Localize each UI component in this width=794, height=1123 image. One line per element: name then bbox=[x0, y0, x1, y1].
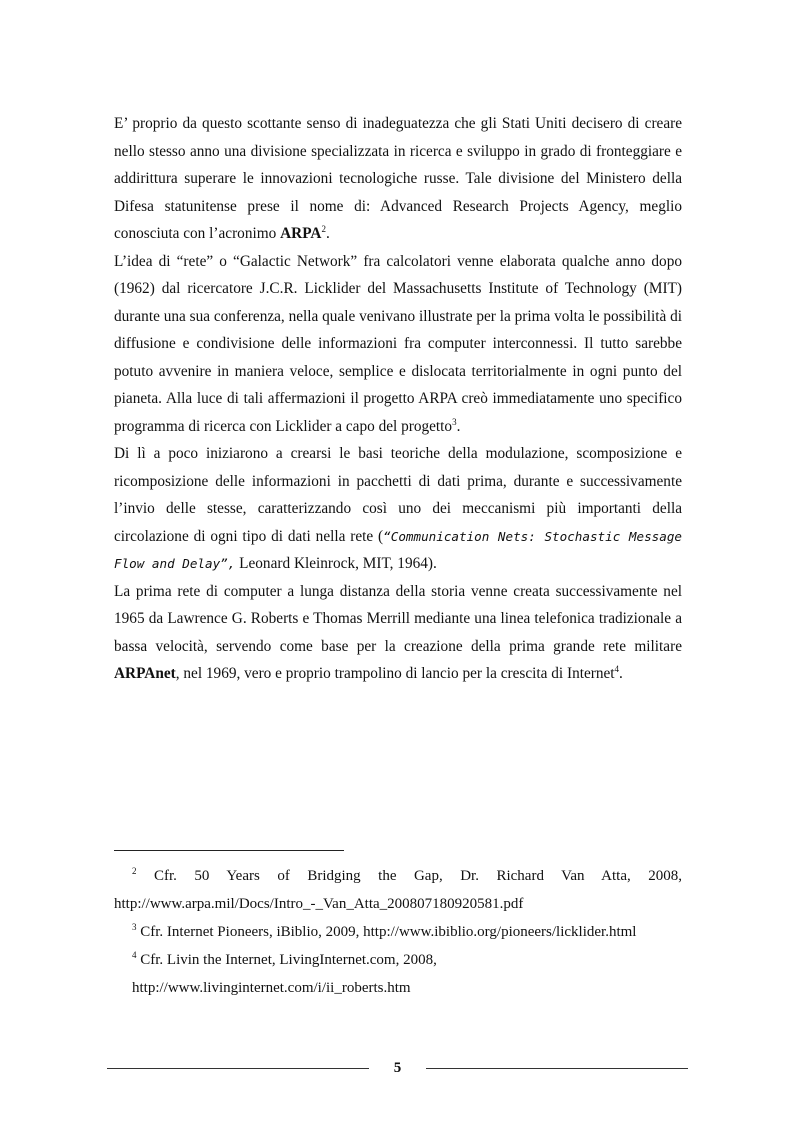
paragraph-text: Di lì a poco iniziarono a crearsi le basi teoriche della modulazione, scomposizione e ricomposizione delle informazioni in pacchetti di dati prima, durante e successivamente l’invio delle stesse, caratterizzando così uno dei meccanismi più importanti della circolazione di ogni tipo di dati nella rete ( bbox=[114, 445, 682, 545]
footnote-4-url: http://www.livinginternet.com/i/ii_roberts.htm bbox=[132, 980, 411, 996]
sentence-end: . bbox=[619, 665, 623, 682]
footnote-text: Cfr. 50 Years of Bridging the Gap, Dr. Richard Van Atta, 2008, http://www.arpa.mil/Docs/Intro_-_Van_Atta_200807180920581.pdf bbox=[114, 868, 682, 912]
footnote-3 bbox=[114, 918, 682, 946]
footnotes bbox=[114, 862, 682, 1002]
paragraph-galactic-network bbox=[114, 248, 682, 441]
footnote-text: Cfr. Livin the Internet, LivingInternet.com, 2008, bbox=[136, 952, 437, 968]
footnote-number: 4 bbox=[132, 950, 137, 960]
citation-source: Leonard Kleinrock, MIT, 1964). bbox=[235, 555, 437, 572]
footnote-2 bbox=[114, 862, 682, 918]
footnote-number: 2 bbox=[132, 866, 137, 876]
footnote-ref-2: 2 bbox=[321, 223, 326, 234]
footnote-separator bbox=[114, 850, 344, 851]
paragraph-text-continued: , nel 1969, vero e proprio trampolino di lancio per la crescita di Internet bbox=[175, 665, 615, 682]
page-footer bbox=[107, 1058, 688, 1080]
footnote-number: 3 bbox=[132, 922, 137, 932]
paragraph-packet-theory bbox=[114, 440, 682, 578]
paragraph-text: E’ proprio da questo scottante senso di inadeguatezza che gli Stati Uniti decisero di creare nello stesso anno una divisione specializzata in ricerca e sviluppo in grado di fronteggiare e addirittura superare le innovazioni tecnologiche russe. Tale divisione del Ministero della Difesa statunitense prese il nome di: Advanced Research Projects Agency, meglio conosciuta con l’acronimo bbox=[114, 115, 682, 242]
main-text bbox=[114, 110, 682, 688]
footnote-text: Cfr. Internet Pioneers, iBiblio, 2009, http://www.ibiblio.org/pioneers/licklider.html bbox=[136, 924, 637, 940]
paragraph-text: La prima rete di computer a lunga distanza della storia venne creata successivamente nel 1965 da Lawrence G. Roberts e Thomas Merrill mediante una linea telefonica tradizionale a bassa velocità, servendo come base per la creazione della prima grande rete militare bbox=[114, 582, 682, 655]
sentence-end: . bbox=[325, 225, 330, 242]
sentence-end: . bbox=[456, 417, 461, 435]
paragraph-first-network bbox=[114, 578, 682, 688]
paragraph-arpa bbox=[114, 110, 682, 248]
citation-title: “Communication Nets: Stochastic Message Flow and Delay”, bbox=[114, 528, 682, 571]
footnote-4 bbox=[114, 946, 682, 974]
acronym-arpa: ARPA bbox=[280, 225, 322, 242]
footnote-ref-3: 3 bbox=[452, 416, 457, 427]
term-arpanet: ARPAnet bbox=[114, 665, 176, 682]
page-number: 5 bbox=[393, 1060, 402, 1076]
footer-line-right bbox=[426, 1068, 688, 1069]
paragraph-text: L’idea di “rete” o “Galactic Network” fra calcolatori venne elaborata qualche anno dopo (1962) dal ricercatore J.C.R. Licklider del Massachusetts Institute of Technology (MIT) durante una sua conferenza, nella quale venivano illustrate per la prima volta le possibilità di diffusione e condivisione delle informazioni fra computer interconnessi. Il tutto sarebbe potuto avvenire in maniera veloce, semplice e dislocata territorialmente in ogni punto del pianeta. Alla luce di tali affermazioni il progetto ARPA creò immediatamente uno specifico programma di ricerca con Licklider a capo del progetto bbox=[114, 252, 682, 435]
footnote-ref-4: 4 bbox=[614, 663, 620, 674]
